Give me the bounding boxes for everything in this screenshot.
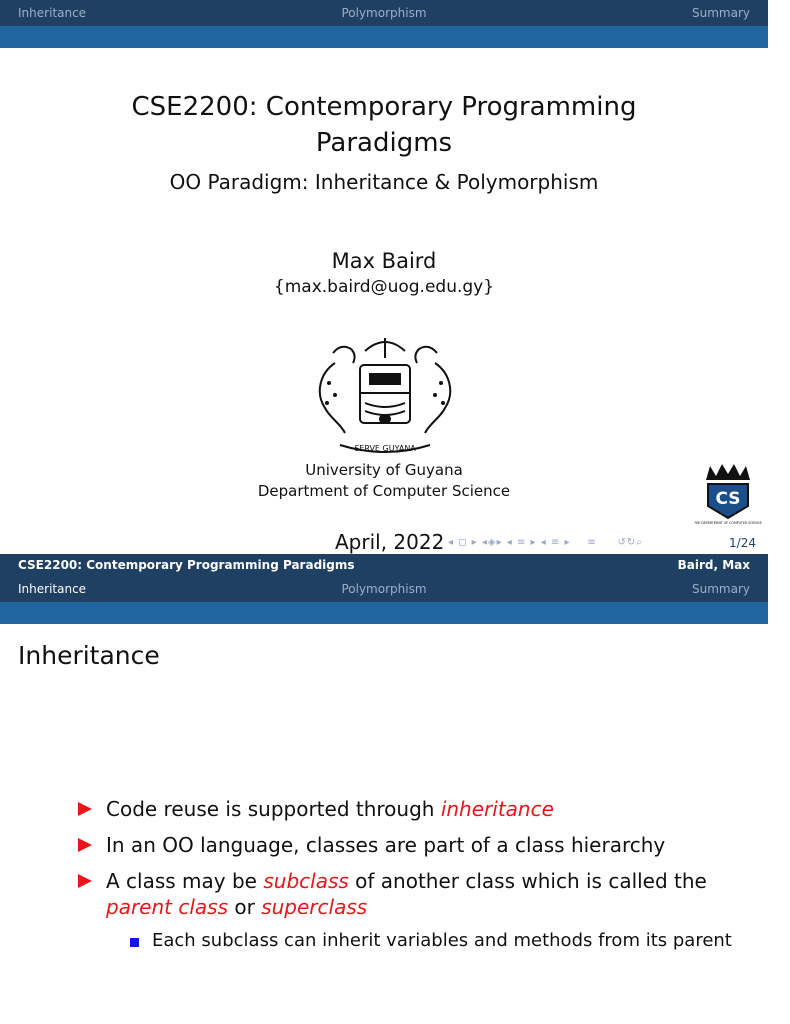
title-line-2: Paradigms bbox=[315, 128, 453, 158]
sub-bullet-item bbox=[130, 928, 790, 954]
sub-bullet-text: Each subclass can inherit variables and methods from its parent bbox=[152, 930, 732, 951]
bullet-item bbox=[78, 832, 738, 858]
footer-bar bbox=[0, 554, 768, 576]
header-stripe bbox=[0, 26, 768, 48]
nav-polymorphism[interactable]: Polymorphism bbox=[341, 6, 427, 20]
department-name: Department of Computer Science bbox=[257, 482, 511, 500]
nav-polymorphism-2[interactable]: Polymorphism bbox=[341, 582, 427, 596]
bullet-text: or bbox=[228, 895, 262, 919]
triangle-bullet-icon bbox=[78, 838, 92, 852]
cs-logo-caption: THE DEPARTMENT OF COMPUTER SCIENCE bbox=[694, 521, 762, 525]
beamer-navigation-icons[interactable]: ◂ ◻ ▸ ◂◈▸ ◂ ≡ ▸ ◂ ≡ ▸ ≡ ↺↻⌕ bbox=[448, 537, 643, 548]
nav-summary[interactable]: Summary bbox=[692, 6, 750, 20]
author-email: {max.baird@uog.edu.gy} bbox=[273, 277, 495, 297]
page-number: 1/24 bbox=[729, 536, 756, 550]
presentation-title bbox=[0, 89, 768, 161]
bullet-text: In an OO language, classes are part of a class hierarchy bbox=[106, 833, 666, 857]
university-crest-icon bbox=[305, 333, 465, 455]
footer-author: Baird, Max bbox=[677, 558, 750, 572]
footer-course: CSE2200: Contemporary Programming Paradigms bbox=[18, 558, 355, 572]
bullet-text: A class may be bbox=[106, 869, 264, 893]
title-line-1: CSE2200: Contemporary Programming bbox=[131, 92, 637, 122]
bullet-emphasis: superclass bbox=[261, 895, 368, 919]
bullet-list bbox=[78, 796, 738, 954]
bullet-emphasis: inheritance bbox=[440, 797, 554, 821]
cs-department-logo-icon bbox=[694, 462, 762, 528]
header-stripe-2 bbox=[0, 602, 768, 624]
crest-motto: SERVE GUYANA bbox=[354, 444, 416, 453]
author-name: Max Baird bbox=[331, 249, 437, 273]
subtitle: OO Paradigm: Inheritance & Polymorphism bbox=[169, 170, 599, 194]
bullet-text: of another class which is called the bbox=[348, 869, 707, 893]
triangle-bullet-icon bbox=[78, 802, 92, 816]
slide-title: Inheritance bbox=[18, 641, 160, 670]
bullet-emphasis: parent class bbox=[106, 895, 229, 919]
nav-inheritance[interactable]: Inheritance bbox=[18, 6, 87, 20]
nav-summary-2[interactable]: Summary bbox=[692, 582, 750, 596]
top-nav-bar bbox=[0, 0, 768, 26]
bullet-item bbox=[78, 868, 738, 920]
bullet-emphasis: subclass bbox=[263, 869, 349, 893]
bullet-text: Code reuse is supported through bbox=[106, 797, 441, 821]
cs-logo-text: CS bbox=[715, 489, 741, 509]
top-nav-bar-2 bbox=[0, 576, 768, 602]
triangle-bullet-icon bbox=[78, 874, 92, 888]
square-bullet-icon bbox=[130, 938, 139, 947]
bullet-item bbox=[78, 796, 738, 822]
nav-inheritance-2[interactable]: Inheritance bbox=[18, 582, 87, 596]
institution-name: University of Guyana bbox=[305, 461, 463, 479]
institution-block bbox=[0, 460, 768, 502]
presentation-date: April, 2022 bbox=[335, 530, 445, 554]
